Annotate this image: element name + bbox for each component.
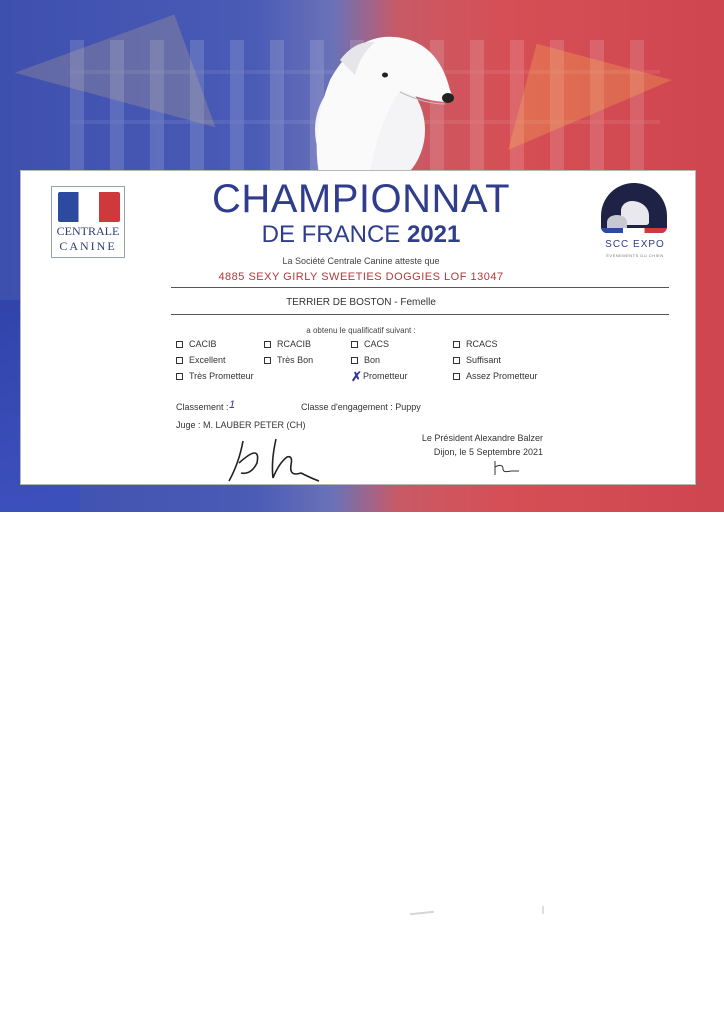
scan-mark [410,911,434,915]
scc-expo-name: SCC EXPO [605,239,665,250]
qualification-label: Suffisant [466,355,501,365]
borzoi-dog-image [300,20,470,185]
qualification-label: Très Bon [277,355,314,365]
qualification-label: CACS [364,339,390,349]
scc-expo-logo [595,183,675,263]
qualification-item [351,339,389,349]
qualification-label: Bon [364,355,381,365]
qualification-grid [176,339,606,389]
qualification-item [264,339,311,349]
divider-line [171,314,669,315]
president-signature [489,459,523,477]
logo-text-line2: CANINE [59,239,117,253]
qualification-item [176,371,254,381]
subtitle-text: DE FRANCE [261,221,401,248]
classement-value: 1 [229,399,236,411]
qualification-item [453,371,538,381]
qualification-label: RCACIB [277,339,312,349]
qualification-item-checked [351,369,408,385]
qualification-label: Prometteur [363,371,408,381]
checkmark-x-icon: ✗ [351,369,362,385]
scan-mark [542,906,544,914]
judge-line: Juge : M. LAUBER PETER (CH) [176,420,306,430]
dog-entry: 4885 SEXY GIRLY SWEETIES DOGGIES LOF 13047 [218,271,504,283]
classement-label: Classement : [176,402,229,412]
dogs-silhouette-icon [601,183,667,233]
checkbox-icon [176,373,183,380]
qualification-item [453,355,501,365]
qualification-item [264,355,313,365]
checkbox-icon [453,357,460,364]
checkbox-icon [453,341,460,348]
year-label: 2021 [406,221,461,248]
qualification-label: Excellent [189,355,226,365]
centrale-canine-logo [51,186,125,258]
divider-line [171,287,669,288]
attest-text: La Société Centrale Canine atteste que [282,256,440,266]
qualification-label: RCACS [466,339,498,349]
checkbox-icon [264,341,271,348]
qualification-item [176,355,226,365]
judge-signature [221,433,331,483]
logo-text-line1: CENTRALE [56,224,120,238]
checkbox-icon [176,341,183,348]
place-date: Dijon, le 5 Septembre 2021 [433,447,543,457]
certificate-card [20,170,696,485]
certificate-subtitle [176,221,546,249]
certificate-title: CHAMPIONNAT [211,177,511,221]
obtained-text: a obtenu le qualificatif suivant : [306,326,416,335]
checkbox-icon [453,373,460,380]
qualification-item [351,355,380,365]
checkbox-icon [176,357,183,364]
scc-expo-tagline: ÉVÉNEMENTS DU CHIEN [606,253,664,258]
qualification-label: Très Prometteur [189,371,254,381]
qualification-label: Assez Prometteur [466,371,538,381]
qualification-item [453,339,498,349]
qualification-item [176,339,217,349]
checkbox-icon [351,357,358,364]
qualification-label: CACIB [189,339,217,349]
classe-engagement: Classe d'engagement : Puppy [301,402,421,412]
breed-sex: TERRIER DE BOSTON - Femelle [286,297,436,308]
checkbox-icon [351,341,358,348]
tricolor-dog-icon [58,192,120,222]
checkbox-icon [264,357,271,364]
president-line: Le Président Alexandre Balzer [421,433,543,443]
